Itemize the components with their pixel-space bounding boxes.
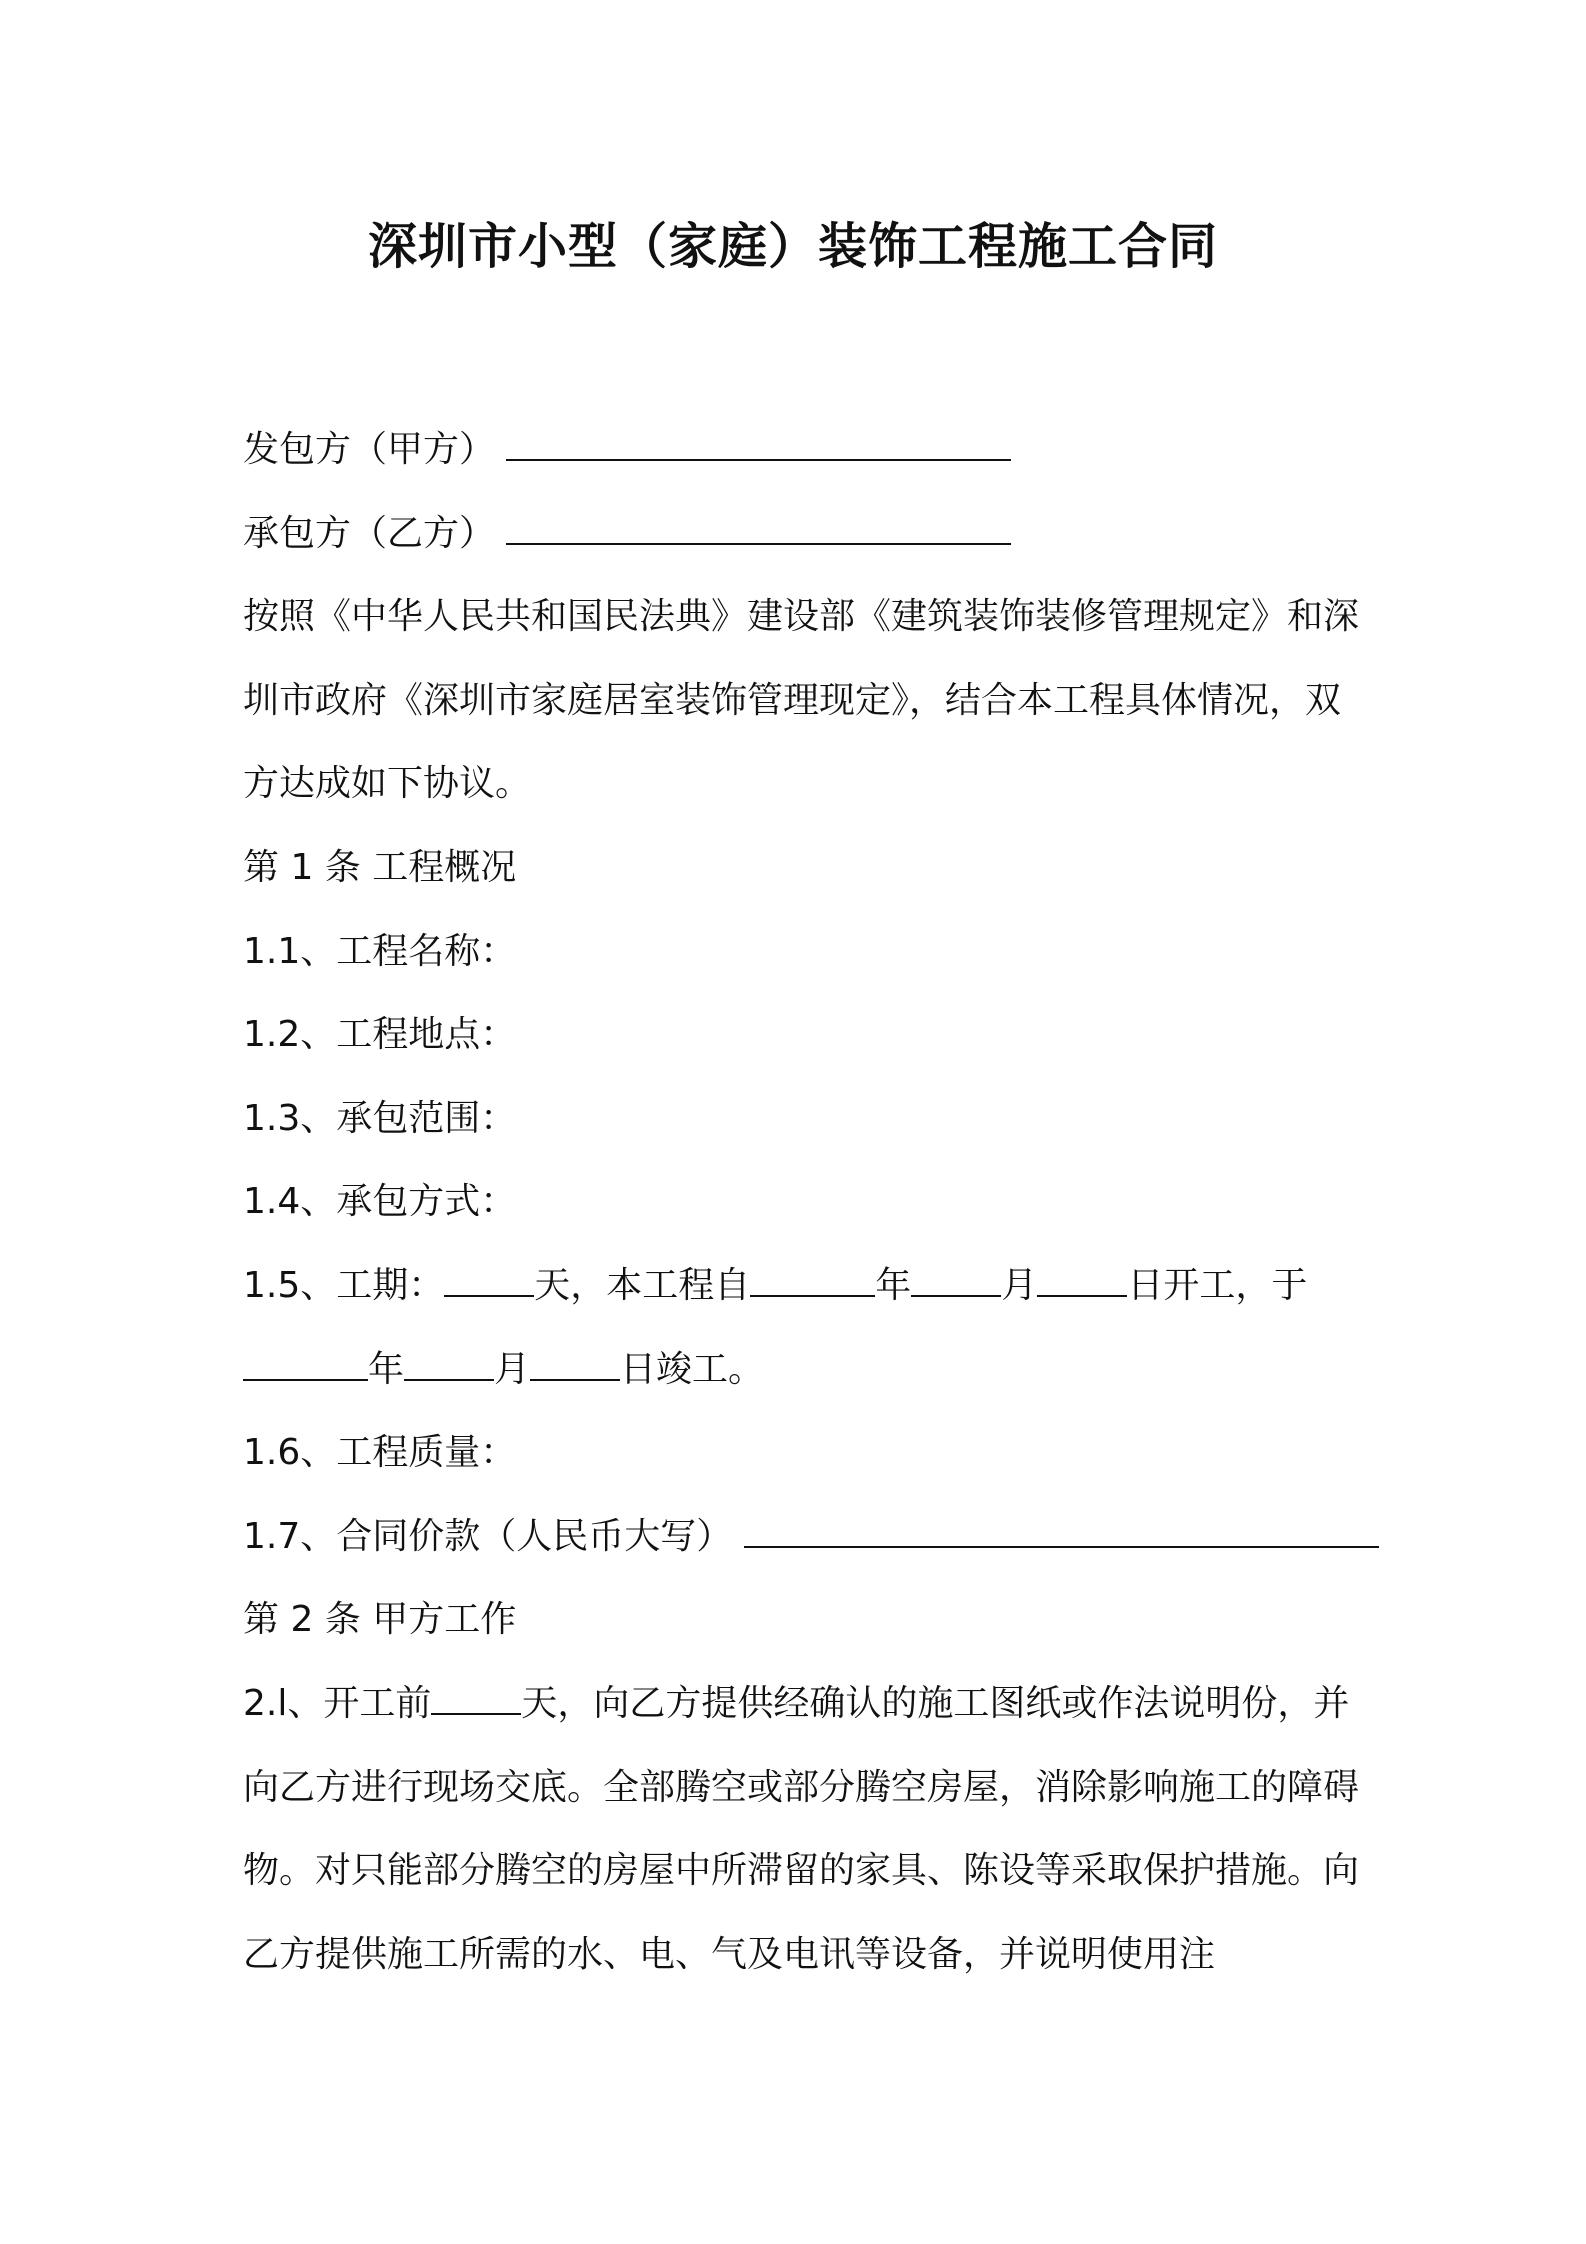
item-1-4: 1.4、承包方式： xyxy=(243,1181,517,1223)
item-1-5-days-text: 天，本工程自 xyxy=(534,1264,751,1306)
item-1-2: 1.2、工程地点： xyxy=(243,1014,517,1056)
year-text: 年 xyxy=(875,1264,912,1306)
item-1-6: 1.6、工程质量： xyxy=(243,1432,517,1474)
item-1-3: 1.3、承包范围： xyxy=(243,1097,517,1139)
start-month-blank xyxy=(911,1255,1001,1297)
contract-body xyxy=(243,408,1363,1996)
item-1-7 xyxy=(243,1495,1363,1579)
item-2-1-text: 天，向乙方提供经确认的施工图纸或作法说明份，并向乙方进行现场交底。全部腾空或部分腾空房屋，消除影响施工的障碍物。对只能部分腾空的房屋中所滞留的家具、陈设等采取保护措施。向乙方提供施工所需的水、电、气及电讯等设备，并说明使用注 xyxy=(243,1682,1360,1975)
days-before-blank xyxy=(431,1673,521,1715)
start-year-blank xyxy=(750,1255,875,1297)
item-1-1: 1.1、工程名称： xyxy=(243,930,517,972)
start-text: 日开工，于 xyxy=(1127,1264,1308,1306)
item-1-7-label: 1.7、合同价款（人民币大写） xyxy=(243,1515,733,1557)
item-2-1-prefix: 2.l、开工前 xyxy=(243,1682,432,1724)
party-a-label: 发包方（甲方） xyxy=(243,429,496,470)
party-b-blank xyxy=(506,503,1011,545)
article-2-heading: 第 2 条 甲方工作 xyxy=(243,1599,517,1641)
month-text: 月 xyxy=(1001,1264,1038,1306)
end-month-blank xyxy=(404,1339,494,1381)
end-text: 日竣工。 xyxy=(620,1348,765,1390)
party-b-label: 承包方（乙方） xyxy=(243,512,496,554)
days-blank xyxy=(444,1255,534,1297)
party-a-line xyxy=(243,408,1363,492)
end-year-blank xyxy=(243,1339,368,1381)
party-b-line xyxy=(243,492,1363,576)
document-title: 深圳市小型（家庭）装饰工程施工合同 xyxy=(367,218,1218,275)
start-day-blank xyxy=(1037,1255,1127,1297)
article-1-heading: 第 1 条 工程概况 xyxy=(243,846,517,888)
year2-text: 年 xyxy=(368,1348,405,1390)
item-1-5-prefix: 1.5、工期： xyxy=(243,1264,445,1306)
party-a-blank xyxy=(506,419,1011,461)
month2-text: 月 xyxy=(494,1348,531,1390)
item-2-1 xyxy=(243,1662,1363,1996)
preamble-paragraph: 按照《中华人民共和国民法典》建设部《建筑装饰装修管理规定》和深圳市政府《深圳市家庭居室装饰管理现定》，结合本工程具体情况，双方达成如下协议。 xyxy=(243,596,1360,805)
end-day-blank xyxy=(530,1339,620,1381)
item-1-5 xyxy=(243,1244,1363,1328)
price-blank xyxy=(744,1506,1379,1548)
item-1-5-cont xyxy=(243,1328,1363,1412)
